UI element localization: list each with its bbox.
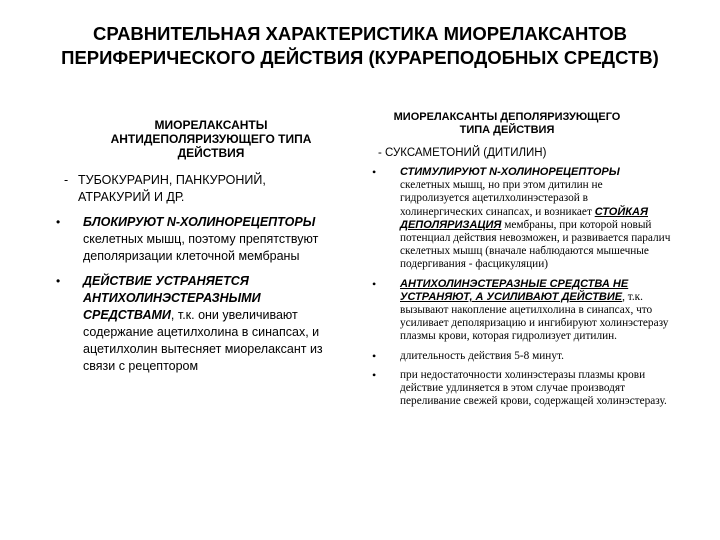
bullet-emphasis-underlined: СТОЙКАЯ ДЕПОЛЯРИЗАЦИЯ: [400, 205, 648, 231]
right-bullet-list: [372, 166, 672, 408]
bullet-icon: •: [372, 348, 377, 363]
left-column: [56, 118, 346, 383]
bullet-text: скелетных мышц, но при этом дитилин не гидролизуется ацетилхолинэстеразой в холинергических синапсах, и возникает: [400, 179, 603, 218]
bullet-text: скелетных мышц, поэтому препятствуют деполяризации клеточной мембраны: [83, 232, 319, 263]
bullet-icon: •: [372, 276, 377, 291]
list-item: [56, 273, 346, 375]
left-bullet-list: [56, 214, 346, 375]
bullet-text: длительность действия 5-8 минут.: [400, 349, 564, 362]
right-column: [372, 111, 672, 414]
bullet-icon: •: [56, 274, 61, 288]
right-drug-list: - СУКСАМЕТОНИЙ (ДИТИЛИН): [378, 147, 547, 159]
list-item: [372, 278, 672, 344]
bullet-emphasis: БЛОКИРУЮТ N-ХОЛИНОРЕЦЕПТОРЫ: [83, 215, 316, 229]
bullet-text: , т.к. вызывают накопление ацетилхолина в синапсах, что усиливает деполяризацию и ингибируют холинэстеразу плазмы крови, которая гидролизует дитилин.: [400, 290, 669, 343]
bullet-text: мембраны, при которой новый потенциал действия невозможен, и развивается паралич скелетных мышц (вначале наблюдаются мышечные подергивания - фасцикуляции): [400, 218, 671, 271]
list-item: [372, 350, 672, 363]
slide-title: СРАВНИТЕЛЬНАЯ ХАРАКТЕРИСТИКА МИОРЕЛАКСАНТОВ ПЕРИФЕРИЧЕСКОГО ДЕЙСТВИЯ (КУРАРЕПОДОБНЫХ СРЕДСТВ): [61, 23, 659, 68]
drug-list-line-1: ТУБОКУРАРИН, ПАНКУРОНИЙ,: [78, 173, 266, 187]
bullet-emphasis-underlined: АНТИХОЛИНЭСТЕРАЗНЫЕ СРЕДСТВА НЕ УСТРАНЯЮТ, А УСИЛИВАЮТ ДЕЙСТВИЕ: [400, 277, 629, 303]
left-drug-list: [56, 172, 346, 206]
bullet-emphasis: ДЕЙСТВИЕ УСТРАНЯЕТСЯ АНТИХОЛИНЭСТЕРАЗНЫМИ СРЕДСТВАМИ: [83, 274, 261, 322]
list-item: [372, 166, 672, 272]
drug-list-dash: -: [64, 173, 69, 187]
list-item: [56, 214, 346, 265]
bullet-icon: •: [372, 165, 377, 179]
left-heading: МИОРЕЛАКСАНТЫ АНТИДЕПОЛЯРИЗУЮЩЕГО ТИПА ДЕЙСТВИЯ: [110, 118, 312, 160]
drug-list-line-2: АТРАКУРИЙ И ДР.: [78, 190, 185, 204]
right-heading: МИОРЕЛАКСАНТЫ ДЕПОЛЯРИЗУЮЩЕГО ТИПА ДЕЙСТВИЯ: [393, 111, 621, 136]
list-item: [372, 369, 672, 409]
bullet-icon: •: [56, 215, 61, 229]
bullet-emphasis: СТИМУЛИРУЮТ N-ХОЛИНОРЕЦЕПТОРЫ: [400, 166, 620, 178]
bullet-text: при недостаточности холинэстеразы плазмы крови действие удлиняется в этом случае производят переливание свежей крови, содержащей холинэстеразу.: [400, 368, 667, 408]
bullet-text: , т.к. они увеличивают содержание ацетилхолина в синапсах, и ацетилхолин вытесняет миорелаксант из связи с рецептором: [83, 308, 323, 373]
bullet-icon: •: [372, 367, 377, 382]
